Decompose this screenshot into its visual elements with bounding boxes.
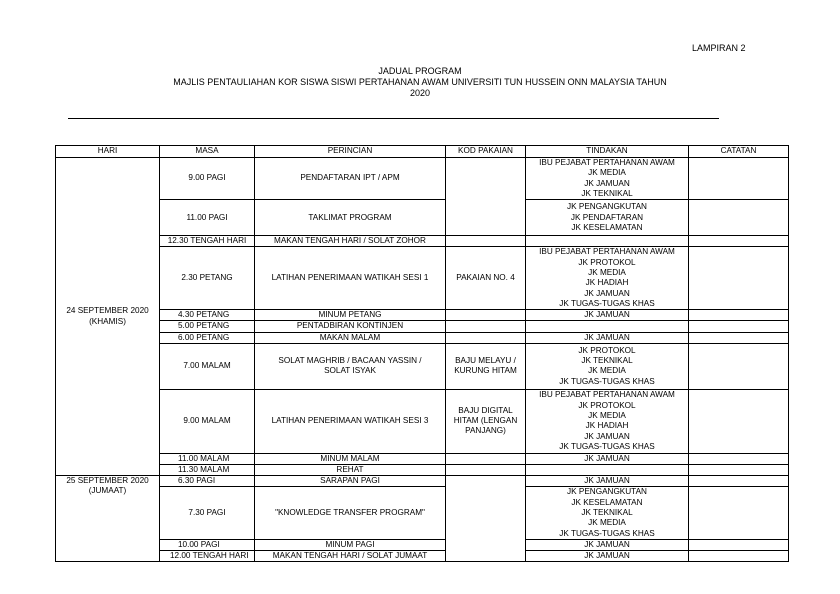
kod-pakaian-cell <box>446 310 526 321</box>
catatan-cell <box>689 236 789 247</box>
catatan-cell <box>689 453 789 464</box>
tindakan-line: IBU PEJABAT PERTAHANAN AWAM <box>539 247 675 257</box>
kod-line: PANJANG) <box>465 426 506 436</box>
title-divider <box>68 118 719 119</box>
tindakan-line: JK MEDIA <box>588 518 626 528</box>
tindakan-line: JK PENGANGKUTAN <box>567 202 647 212</box>
table-row <box>56 476 789 487</box>
header-hari: HARI <box>56 146 160 158</box>
kod-pakaian-cell <box>446 389 526 453</box>
kod-pakaian-cell <box>446 332 526 343</box>
tindakan-line: JK TEKNIKAL <box>581 355 633 365</box>
tindakan-cell <box>526 247 689 310</box>
title-line-1: JADUAL PROGRAM <box>378 66 462 76</box>
kod-line: BAJU MELAYU / <box>455 356 516 366</box>
tindakan-line: JK TUGAS-TUGAS KHAS <box>559 376 655 386</box>
perincian-cell: LATIHAN PENERIMAAN WATIKAH SESI 1 <box>255 247 446 310</box>
kod-pakaian-cell <box>446 158 526 236</box>
masa-cell: 12.30 TENGAH HARI <box>160 236 255 247</box>
tindakan-cell: JK JAMUAN <box>526 453 689 464</box>
table-row <box>56 464 789 475</box>
catatan-cell <box>689 158 789 200</box>
header-catatan: CATATAN <box>689 146 789 158</box>
table-row <box>56 343 789 389</box>
tindakan-line: JK TEKNIKAL <box>581 188 633 198</box>
kod-line: BAJU DIGITAL <box>458 405 513 415</box>
day-date: 25 SEPTEMBER 2020 <box>66 476 149 486</box>
masa-cell: 7.30 PAGI <box>160 487 255 539</box>
masa-cell: 9.00 PAGI <box>160 158 255 200</box>
kod-pakaian-cell <box>446 464 526 475</box>
perincian-cell: MINUM PAGI <box>255 539 446 550</box>
perincian-cell: SARAPAN PAGI <box>255 476 446 487</box>
masa-cell: 2.30 PETANG <box>160 247 255 310</box>
tindakan-line: JK HADIAH <box>585 421 629 431</box>
kod-pakaian-cell <box>446 321 526 332</box>
table-row <box>56 310 789 321</box>
catatan-cell <box>689 539 789 550</box>
tindakan-line: JK MEDIA <box>588 267 626 277</box>
masa-cell: 6.30 PAGI <box>160 476 255 487</box>
catatan-cell <box>689 551 789 562</box>
kod-pakaian-cell <box>446 453 526 464</box>
header-kod-pakaian: KOD PAKAIAN <box>446 146 526 158</box>
day-date: 24 SEPTEMBER 2020 <box>66 306 149 316</box>
tindakan-line: JK MEDIA <box>588 366 626 376</box>
tindakan-cell: JK JAMUAN <box>526 551 689 562</box>
catatan-cell <box>689 247 789 310</box>
tindakan-line: JK PENDAFTARAN <box>570 212 644 222</box>
tindakan-line: JK JAMUAN <box>584 288 630 298</box>
table-row <box>56 487 789 539</box>
tindakan-line: JK KESELAMATAN <box>571 497 643 507</box>
appendix-label: LAMPIRAN 2 <box>692 43 746 53</box>
header-masa: MASA <box>160 146 255 158</box>
tindakan-line: JK PROTOKOL <box>578 257 636 267</box>
perincian-cell: REHAT <box>255 464 446 475</box>
kod-pakaian-cell <box>446 476 526 562</box>
masa-cell: 11.00 MALAM <box>160 453 255 464</box>
masa-cell: 11.00 PAGI <box>160 200 255 236</box>
tindakan-cell <box>526 200 689 236</box>
table-row <box>56 551 789 562</box>
perincian-cell: PENTADBIRAN KONTINJEN <box>255 321 446 332</box>
table-row <box>56 389 789 453</box>
table-row <box>56 453 789 464</box>
day-cell-24-sept <box>56 158 160 476</box>
tindakan-line: JK PROTOKOL <box>578 345 636 355</box>
tindakan-line: JK KESELAMATAN <box>571 222 643 232</box>
catatan-cell <box>689 310 789 321</box>
perincian-cell: MINUM PETANG <box>255 310 446 321</box>
perincian-cell: MAKAN TENGAH HARI / SOLAT ZOHOR <box>255 236 446 247</box>
title-line-3: 2020 <box>409 88 431 98</box>
header-perincian: PERINCIAN <box>255 146 446 158</box>
masa-cell: 4.30 PETANG <box>160 310 255 321</box>
tindakan-cell <box>526 389 689 453</box>
title-line-2: MAJLIS PENTAULIAHAN KOR SISWA SISWI PERTAHANAN AWAM UNIVERSITI TUN HUSSEIN ONN MALAYSIA TAHUN <box>173 77 667 87</box>
catatan-cell <box>689 343 789 389</box>
perincian-cell: LATIHAN PENERIMAAN WATIKAH SESI 3 <box>255 389 446 453</box>
tindakan-cell <box>526 464 689 475</box>
catatan-cell <box>689 321 789 332</box>
tindakan-cell: JK JAMUAN <box>526 476 689 487</box>
tindakan-line: JK PENGANGKUTAN <box>567 487 647 497</box>
tindakan-cell <box>526 158 689 200</box>
kod-pakaian-cell: PAKAIAN NO. 4 <box>446 247 526 310</box>
program-schedule-table <box>55 145 789 562</box>
document-title <box>60 66 780 99</box>
perincian-line: SOLAT ISYAK <box>324 366 376 376</box>
catatan-cell <box>689 464 789 475</box>
table-row <box>56 158 789 200</box>
tindakan-cell <box>526 487 689 539</box>
tindakan-line: JK TUGAS-TUGAS KHAS <box>559 298 655 308</box>
masa-cell: 9.00 MALAM <box>160 389 255 453</box>
catatan-cell <box>689 200 789 236</box>
catatan-cell <box>689 389 789 453</box>
catatan-cell <box>689 332 789 343</box>
table-row <box>56 321 789 332</box>
tindakan-cell: JK JAMUAN <box>526 539 689 550</box>
tindakan-line: IBU PEJABAT PERTAHANAN AWAM <box>539 390 675 400</box>
tindakan-line: IBU PEJABAT PERTAHANAN AWAM <box>539 158 675 167</box>
tindakan-line: JK TEKNIKAL <box>581 507 633 517</box>
perincian-line: SOLAT MAGHRIB / BACAAN YASSIN / <box>278 356 422 366</box>
day-weekday: (KHAMIS) <box>89 316 126 326</box>
masa-cell: 11.30 MALAM <box>160 464 255 475</box>
perincian-cell: TAKLIMAT PROGRAM <box>255 200 446 236</box>
perincian-cell: MAKAN TENGAH HARI / SOLAT JUMAAT <box>255 551 446 562</box>
tindakan-line: JK JAMUAN <box>584 431 630 441</box>
header-row <box>56 146 789 158</box>
perincian-cell: MINUM MALAM <box>255 453 446 464</box>
perincian-cell: PENDAFTARAN IPT / APM <box>255 158 446 200</box>
tindakan-cell <box>526 236 689 247</box>
catatan-cell <box>689 487 789 539</box>
masa-cell: 12.00 TENGAH HARI <box>160 551 255 562</box>
header-tindakan: TINDAKAN <box>526 146 689 158</box>
tindakan-line: JK TUGAS-TUGAS KHAS <box>559 441 655 451</box>
catatan-cell <box>689 476 789 487</box>
table-row <box>56 236 789 247</box>
table-row <box>56 247 789 310</box>
tindakan-cell <box>526 343 689 389</box>
perincian-cell: "KNOWLEDGE TRANSFER PROGRAM" <box>255 487 446 539</box>
masa-cell: 10.00 PAGI <box>160 539 255 550</box>
day-weekday: (JUMAAT) <box>88 486 127 496</box>
tindakan-cell <box>526 321 689 332</box>
masa-cell: 5.00 PETANG <box>160 321 255 332</box>
kod-line: KURUNG HITAM <box>454 366 517 376</box>
table-row <box>56 332 789 343</box>
day-cell-25-sept <box>56 476 160 562</box>
table-row <box>56 539 789 550</box>
tindakan-cell: JK JAMUAN <box>526 310 689 321</box>
masa-cell: 7.00 MALAM <box>160 343 255 389</box>
tindakan-line: JK MEDIA <box>588 168 626 178</box>
tindakan-cell: JK JAMUAN <box>526 332 689 343</box>
kod-pakaian-cell <box>446 236 526 247</box>
tindakan-line: JK PROTOKOL <box>578 400 636 410</box>
kod-pakaian-cell <box>446 343 526 389</box>
perincian-cell <box>255 343 446 389</box>
table-row <box>56 200 789 236</box>
tindakan-line: JK HADIAH <box>585 278 629 288</box>
tindakan-line: JK JAMUAN <box>584 178 630 188</box>
perincian-cell: MAKAN MALAM <box>255 332 446 343</box>
masa-cell: 6.00 PETANG <box>160 332 255 343</box>
tindakan-line: JK TUGAS-TUGAS KHAS <box>559 528 655 538</box>
tindakan-line: JK MEDIA <box>588 410 626 420</box>
kod-line: HITAM (LENGAN <box>453 416 518 426</box>
